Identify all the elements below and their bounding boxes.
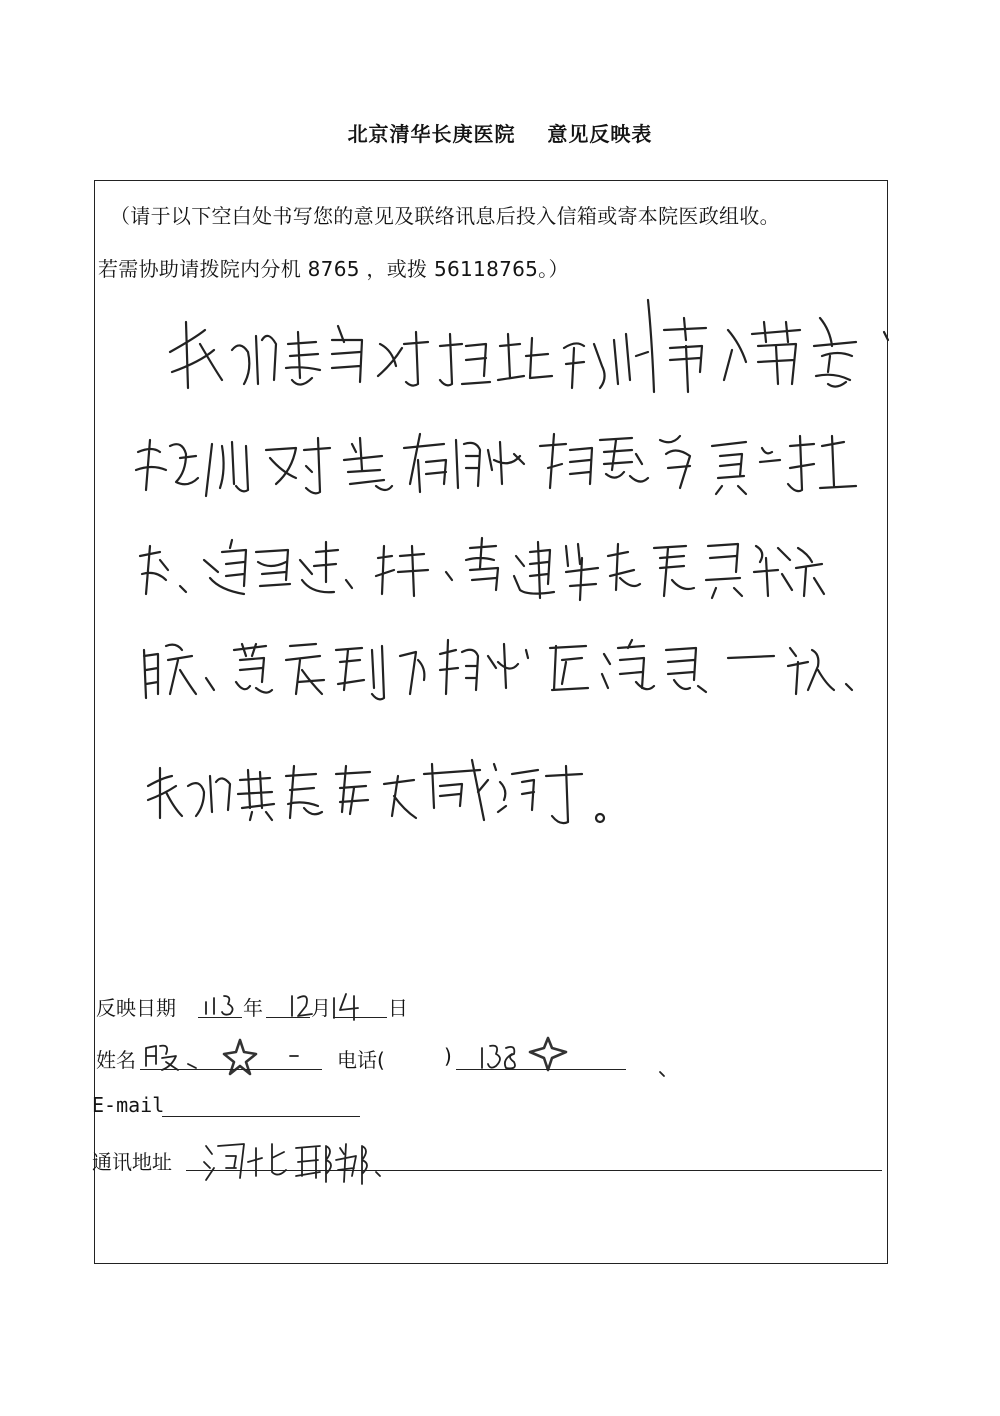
phone-paren-close: ): [444, 1044, 452, 1068]
date-day-line[interactable]: [333, 1017, 387, 1018]
instruction-line-2: 若需协助请拨院内分机 8765 ，或拨 56118765。）: [98, 257, 569, 281]
date-label: 反映日期: [96, 996, 176, 1020]
email-label: E-mail: [92, 1093, 165, 1117]
phone-input-line[interactable]: [456, 1069, 626, 1070]
email-input-line[interactable]: [162, 1116, 360, 1117]
date-year-unit: 年: [243, 996, 263, 1020]
date-month-unit: 月: [311, 996, 331, 1020]
form-title: 北京清华长庚医院 意见反映表: [347, 122, 653, 146]
phone-label: 电话(: [337, 1048, 385, 1072]
name-label: 姓名: [96, 1048, 136, 1072]
date-month-line[interactable]: [266, 1017, 310, 1018]
date-day-unit: 日: [388, 996, 408, 1020]
date-year-line[interactable]: [198, 1017, 242, 1018]
address-label: 通讯地址: [92, 1150, 172, 1174]
instruction-line-1: （请于以下空白处书写您的意见及联络讯息后投入信箱或寄本院医政组收。: [110, 204, 780, 228]
